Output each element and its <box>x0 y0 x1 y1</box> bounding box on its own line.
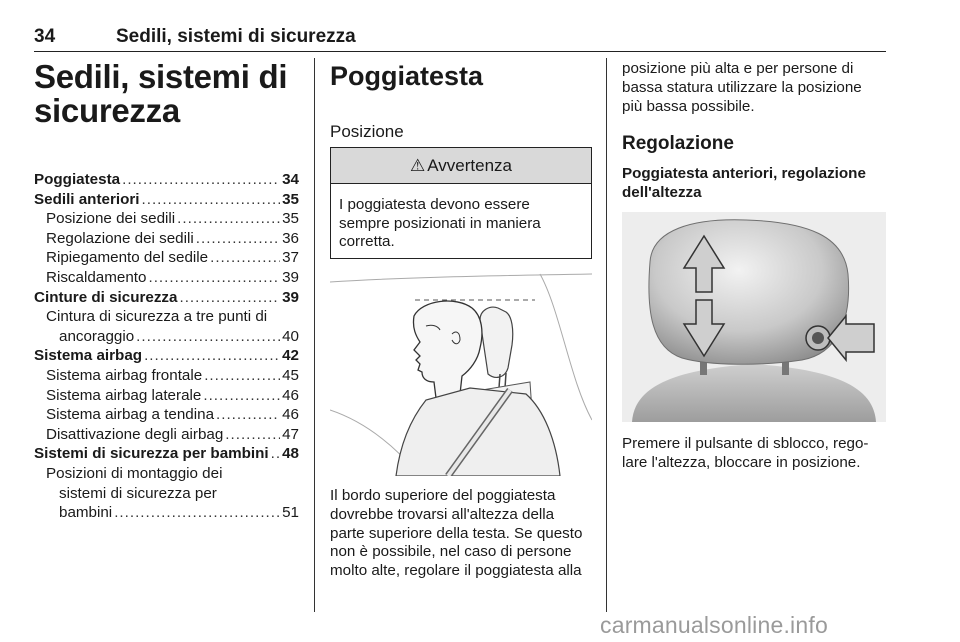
column-divider <box>606 58 607 612</box>
toc-line: Posizioni di montaggio dei <box>46 464 223 482</box>
toc-line: Cintura di sicurezza a tre punti di <box>46 308 268 326</box>
continued-paragraph: posizione più alta e per persone di bassa statura utilizzare la posizione più bassa possibile. <box>622 60 862 115</box>
toc-label: Ripiegamento del sedile <box>46 249 209 267</box>
toc-entry[interactable] <box>34 248 299 268</box>
warning-header <box>331 148 591 184</box>
toc-entry[interactable] <box>34 190 299 210</box>
headrest-column <box>330 60 592 580</box>
toc-entry[interactable] <box>34 288 299 308</box>
toc-page-number: 47 <box>282 425 299 443</box>
toc-label: Sistema airbag frontale <box>46 366 203 384</box>
toc-label: Sedili anteriori <box>34 190 140 208</box>
page-header <box>34 24 886 52</box>
column-divider <box>314 58 315 612</box>
warning-text: I poggiatesta devono essere sempre posizionati in maniera corretta. <box>339 196 541 250</box>
section-heading: Regolazione <box>622 133 734 154</box>
chapter-title: Sedili, sistemi di sicurezza <box>34 58 288 129</box>
toc-leader-dots <box>136 327 280 347</box>
headrest-adjustment-photo <box>622 212 886 422</box>
toc-page-number: 35 <box>282 210 299 228</box>
toc-leader-dots <box>271 444 280 464</box>
adjustment-column <box>622 60 886 471</box>
toc-page-number: 39 <box>282 268 299 286</box>
toc-leader-dots <box>179 288 280 308</box>
toc-label: ancoraggio <box>59 327 135 345</box>
toc-page-number: 48 <box>282 445 299 463</box>
toc-entry[interactable] <box>34 170 299 190</box>
toc-label: Regolazione dei sedili <box>46 229 194 247</box>
body-paragraph: Premere il pulsante di sblocco, rego- lare l'altezza, bloccare in posizione. <box>622 435 869 471</box>
toc-page-number: 34 <box>282 171 299 188</box>
toc-entry[interactable] <box>34 444 299 464</box>
toc-page-number: 39 <box>282 288 299 306</box>
toc-label: Riscaldamento <box>46 268 147 286</box>
watermark: carmanualsonline.info <box>600 612 828 638</box>
toc-page-number: 46 <box>282 386 299 404</box>
subsection-heading: Posizione <box>330 122 404 141</box>
page-number: 34 <box>34 26 56 47</box>
toc-entry[interactable] <box>34 386 299 406</box>
toc-leader-dots <box>203 386 280 406</box>
toc-line: sistemi di sicurezza per <box>59 484 217 502</box>
toc-leader-dots <box>142 190 281 210</box>
toc-entry[interactable] <box>34 425 299 445</box>
toc-entry[interactable] <box>34 405 299 425</box>
toc-leader-dots <box>216 405 280 425</box>
toc-page-number: 35 <box>282 190 299 208</box>
toc-leader-dots <box>204 366 280 386</box>
toc-page-number: 46 <box>282 406 299 424</box>
subsection-heading: Poggiatesta anteriori, regolazione dell'altezza <box>622 165 866 201</box>
warning-title: Avvertenza <box>427 156 512 175</box>
toc-entry[interactable] <box>34 366 299 386</box>
toc-page-number: 45 <box>282 366 299 384</box>
toc-leader-dots <box>196 229 280 249</box>
toc-entry[interactable] <box>34 229 299 249</box>
body-paragraph: Il bordo superiore del poggiatesta dovrebbe trovarsi all'altezza della parte superiore della testa. Se questo non è possibile, nel caso di persone molto alte, regolare il poggiatesta alla <box>330 487 583 580</box>
toc-label: Sistema airbag laterale <box>46 386 202 404</box>
toc-label: Posizione dei sedili <box>46 210 176 228</box>
toc-page-number: 36 <box>282 229 299 247</box>
toc-label: bambini <box>59 504 113 522</box>
toc-page-number: 42 <box>282 347 299 365</box>
toc-entry[interactable] <box>34 209 299 229</box>
toc-label: Sistema airbag <box>34 347 143 365</box>
warning-icon: ⚠ <box>410 156 426 175</box>
toc-leader-dots <box>114 503 280 523</box>
warning-box <box>330 147 592 259</box>
toc-label: Cinture di sicurezza <box>34 288 178 306</box>
section-heading: Poggiatesta <box>330 61 484 91</box>
toc-label: Poggiatesta <box>34 171 121 188</box>
toc-leader-dots <box>177 209 280 229</box>
toc-leader-dots <box>225 425 280 445</box>
toc-page-number: 40 <box>282 327 299 345</box>
toc-page-number: 51 <box>282 504 299 522</box>
table-of-contents <box>34 170 299 523</box>
toc-label: Sistemi di sicurezza per bambini <box>34 445 269 463</box>
toc-entry[interactable] <box>34 346 299 366</box>
toc-entry[interactable] <box>34 268 299 288</box>
toc-leader-dots <box>122 170 280 190</box>
toc-page-number: 37 <box>282 249 299 267</box>
toc-label: Disattivazione degli airbag <box>46 425 224 443</box>
headrest-position-illustration <box>330 270 592 476</box>
toc-column <box>34 58 299 522</box>
toc-label: Sistema airbag a tendina <box>46 406 215 424</box>
running-title: Sedili, sistemi di sicurezza <box>116 26 356 47</box>
toc-entry[interactable] <box>34 327 299 347</box>
toc-leader-dots <box>144 346 280 366</box>
toc-leader-dots <box>148 268 280 288</box>
toc-entry[interactable] <box>34 503 299 523</box>
toc-leader-dots <box>210 248 280 268</box>
